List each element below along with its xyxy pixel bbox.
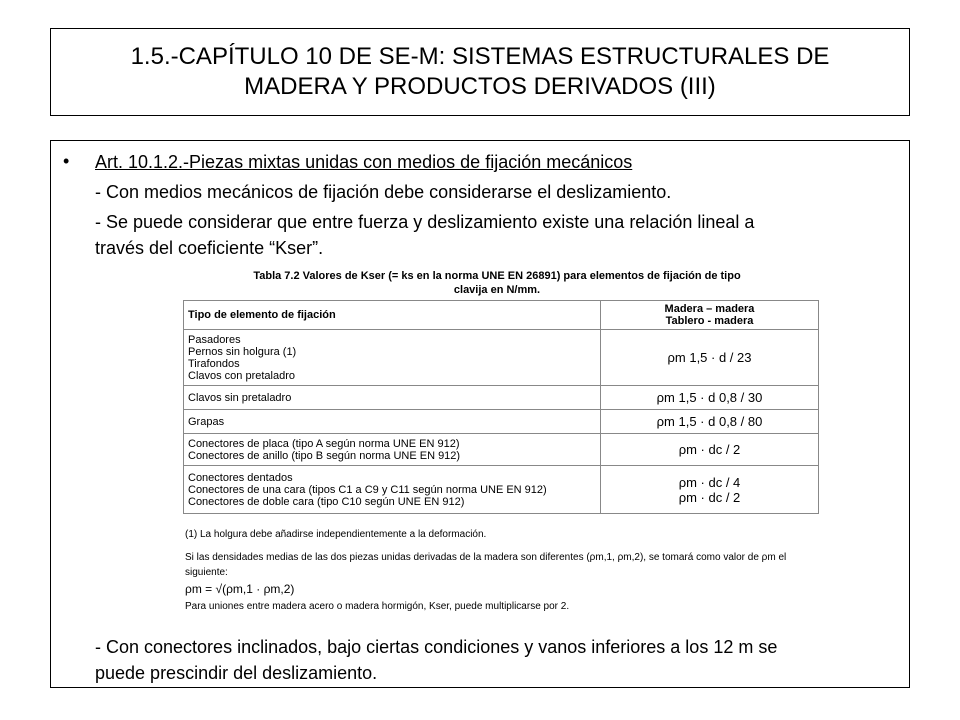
row-kser-cell: [601, 386, 819, 410]
row-type-cell: [184, 466, 601, 514]
header-kser-values: [601, 301, 819, 330]
row-type-text: Pasadores: [188, 333, 241, 346]
row-type-text: Conectores de una cara (tipos C1 a C9 y C11 según norma UNE EN 912): [188, 483, 547, 496]
kser-formula: ρm · dc / 4: [678, 474, 741, 490]
table-caption-line-1: Tabla 7.2 Valores de Kser (= ks en la norma UNE EN 26891) para elementos de fijación de tipo: [253, 270, 741, 282]
title-line-2: MADERA Y PRODUCTOS DERIVADOS (III): [244, 73, 716, 100]
table-notes: [185, 527, 825, 614]
table-caption-line-2: clavija en N/mm.: [453, 284, 541, 296]
paragraph-1: - Con medios mecánicos de fijación debe considerarse el deslizamiento.: [95, 182, 672, 202]
row-type-text: Conectores de anillo (tipo B según norma UNE EN 912): [188, 449, 461, 462]
header-right-line-1: Madera – madera: [664, 303, 755, 315]
table-row: [184, 466, 819, 514]
row-kser-cell: [601, 410, 819, 434]
table-row: [184, 386, 819, 410]
table-row: [184, 434, 819, 466]
note-densidades-line-1: Si las densidades medias de las dos piezas unidas derivadas de la madera son diferentes (ρm,1, ρm,2), se tomará como valor de ρm el: [185, 552, 787, 563]
row-type-text: Clavos con pretaladro: [188, 369, 296, 382]
content-box: [50, 140, 910, 688]
table-row: [184, 330, 819, 386]
row-type-text: Conectores dentados: [188, 471, 293, 484]
kser-formula: ρm 1,5 · d 0,8 / 30: [656, 390, 763, 405]
row-type-cell: [184, 386, 601, 410]
kser-formula: ρm 1,5 · d / 23: [667, 350, 752, 365]
row-kser-cell: [601, 330, 819, 386]
note-densidades-line-2: siguiente:: [185, 567, 228, 578]
row-kser-cell: [601, 466, 819, 514]
paragraph-2-line-2: través del coeficiente “Kser”.: [95, 238, 324, 258]
note-holgura: (1) La holgura debe añadirse independientemente a la deformación.: [185, 529, 487, 540]
row-type-text: Grapas: [188, 415, 225, 428]
bullet-marker: •: [63, 151, 70, 171]
row-type-text: Conectores de doble cara (tipo C10 según UNE EN 912): [188, 495, 465, 508]
header-element-type: Tipo de elemento de fijación: [184, 301, 601, 330]
row-type-cell: [184, 330, 601, 386]
paragraph-2-line-1: - Se puede considerar que entre fuerza y deslizamiento existe una relación lineal a: [95, 212, 755, 232]
row-kser-cell: [601, 434, 819, 466]
kser-formula: ρm · dc / 2: [678, 489, 741, 505]
row-type-cell: [184, 410, 601, 434]
row-type-text: Clavos sin pretaladro: [188, 391, 292, 404]
paragraph-3-line-1: - Con conectores inclinados, bajo ciertas condiciones y vanos inferiores a los 12 m se: [95, 637, 778, 657]
table-row: [184, 410, 819, 434]
row-type-text: Pernos sin holgura (1): [188, 345, 297, 358]
row-type-text: Tirafondos: [188, 357, 240, 370]
row-type-cell: [184, 434, 601, 466]
paragraph-3-line-2: puede prescindir del deslizamiento.: [95, 663, 378, 683]
kser-formula: ρm · dc / 2: [678, 442, 741, 457]
slide-title: [50, 28, 910, 116]
density-formula: ρm = √(ρm,1 · ρm,2): [185, 582, 295, 596]
table-caption: [177, 269, 817, 297]
kser-formula: ρm 1,5 · d 0,8 / 80: [656, 414, 763, 429]
table-header-row: [184, 301, 819, 330]
header-right-line-2: Tablero - madera: [665, 315, 754, 327]
title-line-1: 1.5.-CAPÍTULO 10 DE SE-M: SISTEMAS ESTRUCTURALES DE: [130, 43, 830, 70]
article-heading: Art. 10.1.2.-Piezas mixtas unidas con medios de fijación mecánicos: [95, 152, 633, 172]
kser-table-figure: [173, 269, 827, 621]
note-acero-hormigon: Para uniones entre madera acero o madera hormigón, Kser, puede multiplicarse por 2.: [185, 601, 570, 612]
kser-table: [183, 300, 819, 514]
row-type-text: Conectores de placa (tipo A según norma UNE EN 912): [188, 437, 460, 450]
